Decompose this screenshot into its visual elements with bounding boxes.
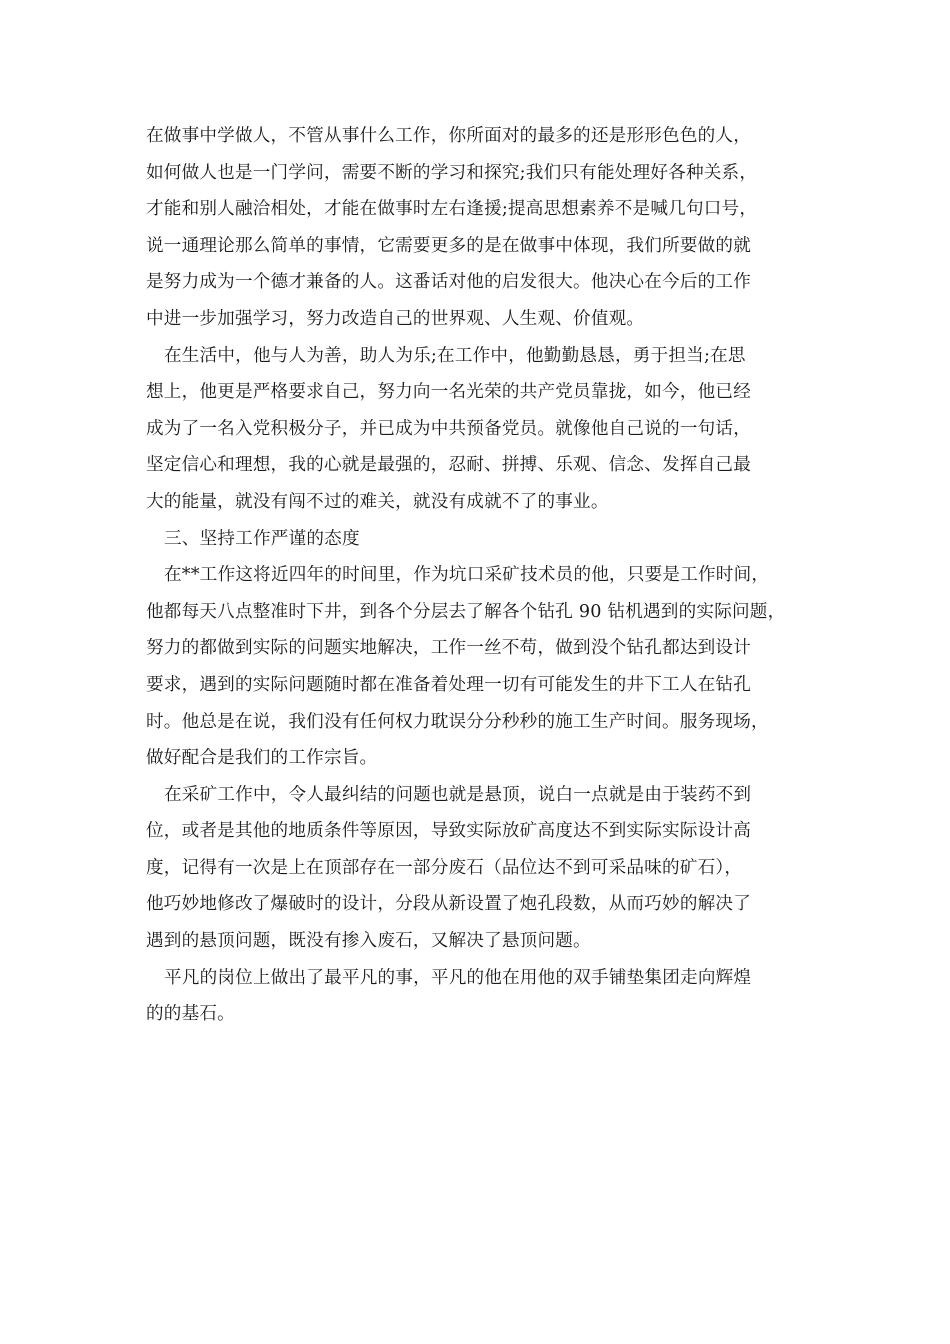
document-body xyxy=(146,118,826,1033)
text-line: 他巧妙地修改了爆破时的设计，分段从新设置了炮孔段数，从而巧妙的解决了 xyxy=(146,894,751,915)
text-line: 的的基石。 xyxy=(146,1004,235,1025)
text-line: 才能和别人融洽相处，才能在做事时左右逢援;提高思想素养不是喊几句口号， xyxy=(146,199,758,220)
text-line: 是努力成为一个德才兼备的人。这番话对他的启发很大。他决心在今后的工作 xyxy=(146,272,751,293)
text-line: 要求，遇到的实际问题随时都在准备着处理一切有可能发生的井下工人在钻孔 xyxy=(146,674,751,695)
text-line: 他都每天八点整准时下井，到各个分层去了解各个钻孔 90 钻机遇到的实际问题， xyxy=(146,601,786,622)
text-line: 做好配合是我们的工作宗旨。 xyxy=(146,748,378,769)
text-line: 努力的都做到实际的问题实地解决，工作一丝不苟，做到没个钻孔都达到设计 xyxy=(146,638,751,659)
text-line: 度，记得有一次是上在顶部存在一部分废石（品位达不到可采品味的矿石）， xyxy=(146,857,743,878)
text-line: 如何做人也是一门学问，需要不断的学习和探究;我们只有能处理好各种关系， xyxy=(146,162,758,183)
paragraph-start-line: 平凡的岗位上做出了最平凡的事，平凡的他在用他的双手铺垫集团走向辉煌 xyxy=(164,967,752,988)
text-line: 位，或者是其他的地质条件等原因，导致实际放矿高度达不到实际实际设计高 xyxy=(146,821,751,842)
text-line: 说一通理论那么简单的事情，它需要更多的是在做事中体现，我们所要做的就 xyxy=(146,235,751,256)
section-heading: 三、坚持工作严谨的态度 xyxy=(164,528,360,549)
text-line: 遇到的悬顶问题，既没有掺入废石，又解决了悬顶问题。 xyxy=(146,931,591,952)
paragraph-start-line: 在生活中，他与人为善，助人为乐;在工作中，他勤勤恳恳，勇于担当;在思 xyxy=(164,345,746,366)
text-line: 时。他总是在说，我们没有任何权力耽误分分秒秒的施工生产时间。服务现场， xyxy=(146,711,769,732)
paragraph-start-line: 在**工作这将近四年的时间里，作为坑口采矿技术员的他，只要是工作时间， xyxy=(164,565,770,586)
text-line: 成为了一名入党积极分子，并已成为中共预备党员。就像他自己说的一句话， xyxy=(146,418,751,439)
text-line: 在做事中学做人，不管从事什么工作，你所面对的最多的还是形形色色的人， xyxy=(146,126,751,146)
text-line: 坚定信心和理想，我的心就是最强的，忍耐、拼搏、乐观、信念、发挥自己最 xyxy=(146,455,751,476)
text-line: 想上，他更是严格要求自己，努力向一名光荣的共产党员靠拢，如今，他已经 xyxy=(146,382,751,403)
text-line: 中进一步加强学习，努力改造自己的世界观、人生观、价值观。 xyxy=(146,308,645,329)
paragraph-start-line: 在采矿工作中，令人最纠结的问题也就是悬顶，说白一点就是由于装药不到 xyxy=(164,784,752,805)
text-line: 大的能量，就没有闯不过的难关，就没有成就不了的事业。 xyxy=(146,491,609,512)
